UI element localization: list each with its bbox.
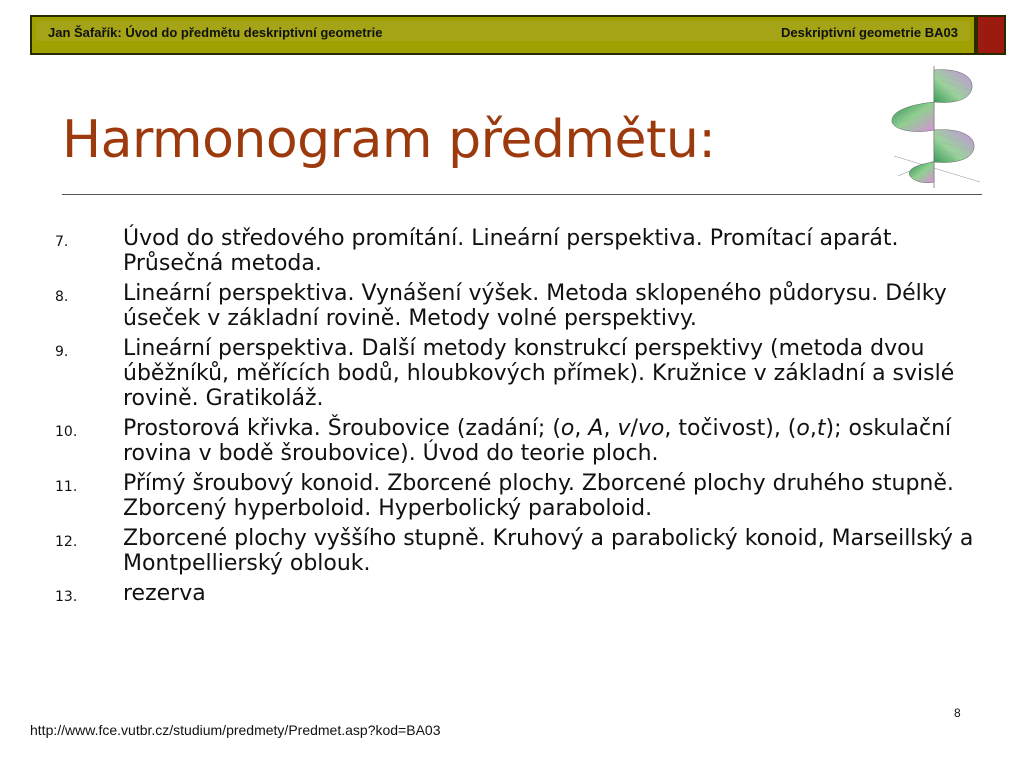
footer-url-link[interactable]: http://www.fce.vutbr.cz/studium/predmety/Predmet.asp?kod=BA03 xyxy=(30,722,441,738)
list-item-number: 9. xyxy=(55,344,69,360)
header-course-code: Deskriptivní geometrie BA03 xyxy=(780,25,958,40)
slide-title: Harmonogram předmětu: xyxy=(62,110,716,170)
page-number: 8 xyxy=(954,706,961,720)
list-item xyxy=(55,416,985,466)
header-author-title: Jan Šafařík: Úvod do předmětu deskriptivní geometrie xyxy=(48,25,383,40)
list-item xyxy=(55,226,985,276)
header-accent-square xyxy=(976,15,1006,55)
header-bar xyxy=(30,15,976,55)
list-item xyxy=(55,526,985,576)
helicoid-logo-icon xyxy=(884,64,984,190)
list-item-text: Lineární perspektiva. Vynášení výšek. Metoda sklopeného půdorysu. Délky úseček v základní rovině. Metody volné perspektivy. xyxy=(123,281,947,331)
list-item xyxy=(55,281,985,331)
list-item xyxy=(55,471,985,521)
list-item-number: 11. xyxy=(55,479,78,495)
schedule-list xyxy=(55,226,985,611)
list-item-text: Zborcené plochy vyššího stupně. Kruhový a parabolický konoid, Marseillský a Montpellierský oblouk. xyxy=(123,526,974,576)
list-item-text: rezerva xyxy=(123,581,206,606)
title-divider xyxy=(62,194,982,195)
list-item xyxy=(55,581,985,606)
list-item-text: Prostorová křivka. Šroubovice (zadání; (o, A, v/vo, točivost), (o,t); oskulační rovina v bodě šroubovice). Úvod do teorie ploch. xyxy=(123,416,952,466)
list-item xyxy=(55,336,985,411)
list-item-number: 10. xyxy=(55,424,78,440)
list-item-number: 8. xyxy=(55,289,69,305)
list-item-number: 13. xyxy=(55,589,78,605)
list-item-number: 7. xyxy=(55,234,69,250)
list-item-text: Lineární perspektiva. Další metody konstrukcí perspektivy (metoda dvou úběžníků, měřících bodů, hloubkových přímek). Kružnice v základní a svislé rovině. Gratikoláž. xyxy=(123,336,955,411)
list-item-text: Přímý šroubový konoid. Zborcené plochy. Zborcené plochy druhého stupně. Zborcený hyperboloid. Hyperbolický paraboloid. xyxy=(123,471,954,521)
list-item-number: 12. xyxy=(55,534,78,550)
list-item-text: Úvod do středového promítání. Lineární perspektiva. Promítací aparát. Průsečná metoda. xyxy=(123,226,899,276)
